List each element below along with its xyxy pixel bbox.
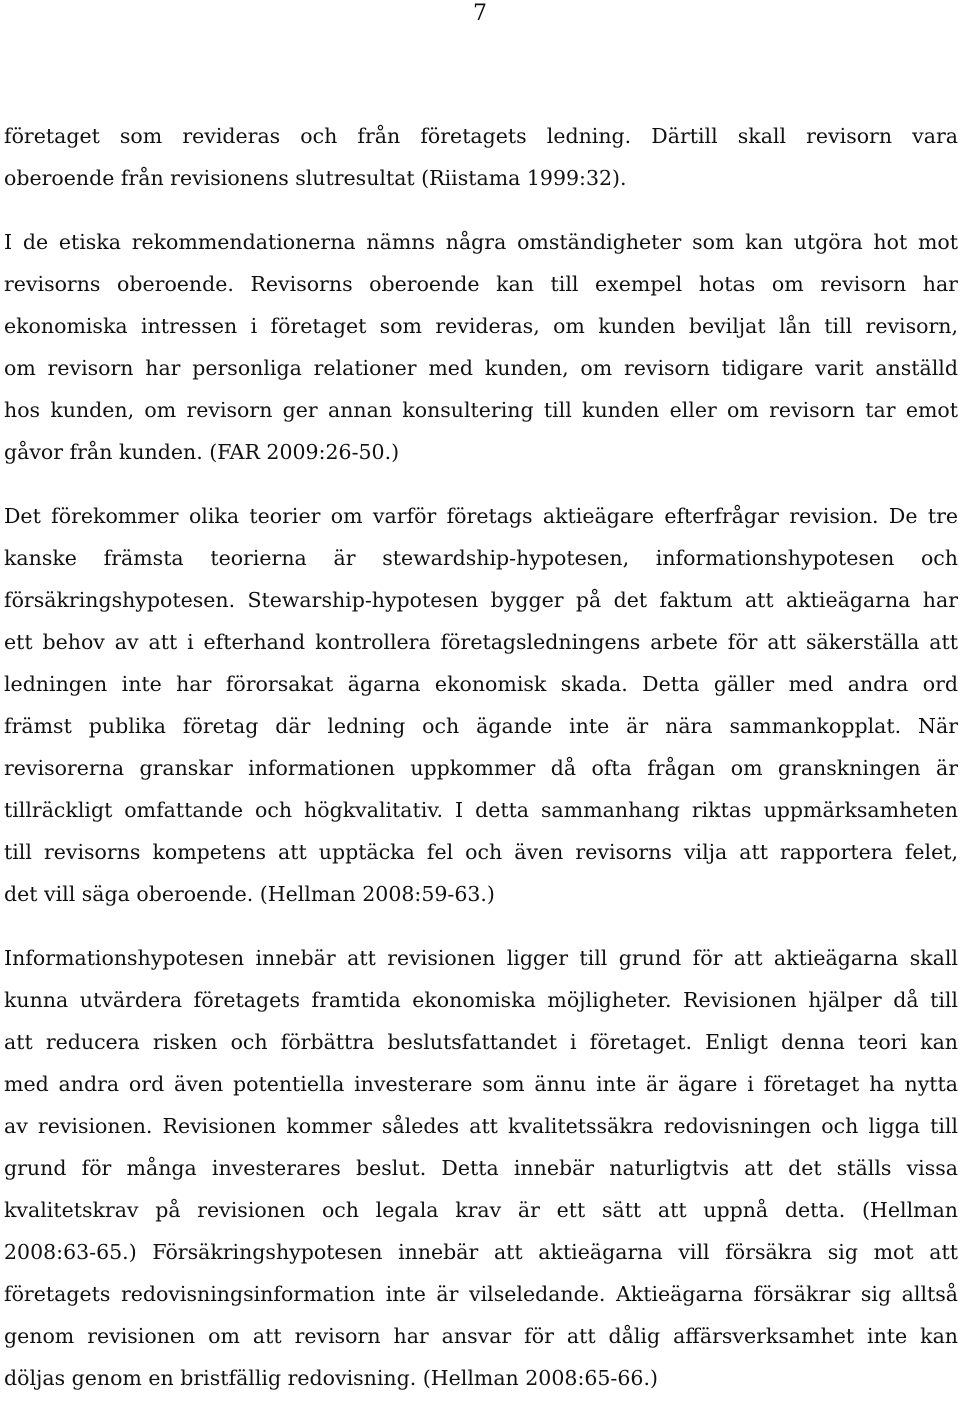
paragraph-line: Det förekommer olika teorier om varför företags aktieägare efterfrågar revision. De tre xyxy=(4,504,958,528)
paragraph-line: 2008:63-65.) Försäkringshypotesen innebär att aktieägarna vill försäkra sig mot att xyxy=(4,1240,958,1264)
paragraph-line: ekonomiska intressen i företaget som revideras, om kunden beviljat lån till revisorn, xyxy=(4,314,958,338)
paragraph-line: döljas genom en bristfällig redovisning. (Hellman 2008:65-66.) xyxy=(4,1366,658,1390)
paragraph-line: gåvor från kunden. (FAR 2009:26-50.) xyxy=(4,440,400,464)
paragraph-line: främst publika företag där ledning och ägande inte är nära sammankopplat. När xyxy=(4,714,958,738)
paragraph-line: I de etiska rekommendationerna nämns några omständigheter som kan utgöra hot mot xyxy=(4,230,958,254)
paragraph-line: revisorerna granskar informationen uppkommer då ofta frågan om granskningen är xyxy=(4,756,958,780)
paragraph-line: om revisorn har personliga relationer med kunden, om revisorn tidigare varit anställd xyxy=(4,356,958,380)
paragraph-1 xyxy=(4,115,958,199)
page-number: 7 xyxy=(473,1,487,26)
paragraph-line: revisorns oberoende. Revisorns oberoende kan till exempel hotas om revisorn har xyxy=(4,272,958,296)
paragraph-line: av revisionen. Revisionen kommer således att kvalitetssäkra redovisningen och ligga till xyxy=(4,1114,958,1138)
paragraph-line: Informationshypotesen innebär att revisionen ligger till grund för att aktieägarna skall xyxy=(4,946,958,970)
paragraph-line: företagets redovisningsinformation inte är vilseledande. Aktieägarna försäkrar sig alltså xyxy=(4,1282,958,1306)
paragraph-4 xyxy=(4,937,958,1399)
paragraph-line: genom revisionen om att revisorn har ansvar för att dålig affärsverksamhet inte kan xyxy=(4,1324,958,1348)
paragraph-line: försäkringshypotesen. Stewarship-hypotesen bygger på det faktum att aktieägarna har xyxy=(4,588,958,612)
paragraph-line: oberoende från revisionens slutresultat (Riistama 1999:32). xyxy=(4,166,627,190)
paragraph-line: ledningen inte har förorsakat ägarna ekonomisk skada. Detta gäller med andra ord xyxy=(4,672,958,696)
paragraph-line: hos kunden, om revisorn ger annan konsultering till kunden eller om revisorn tar emot xyxy=(4,398,958,422)
paragraph-line: att reducera risken och förbättra beslutsfattandet i företaget. Enligt denna teori kan xyxy=(4,1030,958,1054)
paragraph-line: kanske främsta teorierna är stewardship-hypotesen, informationshypotesen och xyxy=(4,546,958,570)
paragraph-line: det vill säga oberoende. (Hellman 2008:59-63.) xyxy=(4,882,495,906)
paragraph-line: till revisorns kompetens att upptäcka fel och även revisorns vilja att rapportera felet, xyxy=(4,840,958,864)
paragraph-line: tillräckligt omfattande och högkvalitativ. I detta sammanhang riktas uppmärksamheten xyxy=(4,798,958,822)
paragraph-3 xyxy=(4,495,958,915)
paragraph-line: kunna utvärdera företagets framtida ekonomiska möjligheter. Revisionen hjälper då till xyxy=(4,988,958,1012)
paragraph-line: företaget som revideras och från företagets ledning. Därtill skall revisorn vara xyxy=(4,124,958,148)
paragraph-line: grund för många investerares beslut. Detta innebär naturligtvis att det ställs vissa xyxy=(4,1156,958,1180)
paragraph-line: med andra ord även potentiella investerare som ännu inte är ägare i företaget ha nytta xyxy=(4,1072,958,1096)
paragraph-2 xyxy=(4,221,958,473)
paragraph-line: ett behov av att i efterhand kontrollera företagsledningens arbete för att säkerställa att xyxy=(4,630,958,654)
document-body xyxy=(4,115,958,1399)
paragraph-line: kvalitetskrav på revisionen och legala krav är ett sätt att uppnå detta. (Hellman xyxy=(4,1198,958,1222)
